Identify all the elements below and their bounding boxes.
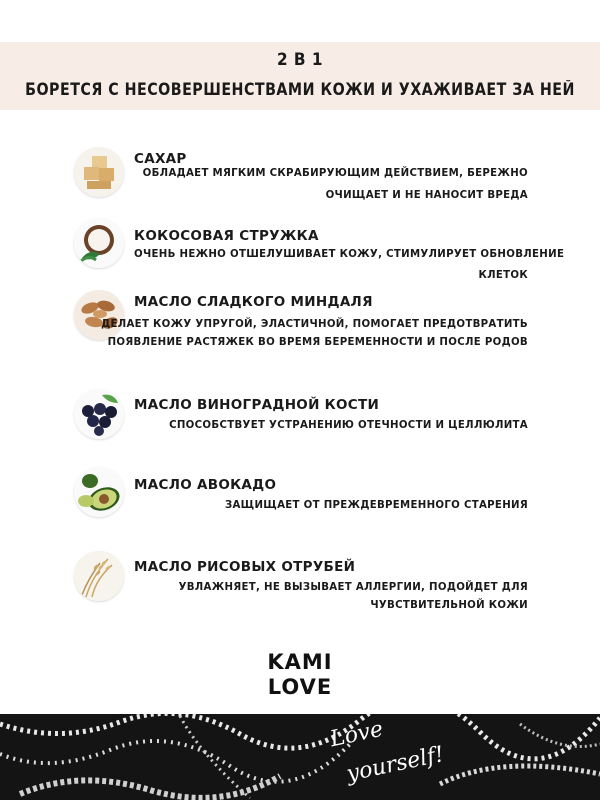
ingredient-desc-line2: ОЧИЩАЕТ И НЕ НАНОСИТ ВРЕДА — [325, 190, 528, 201]
ingredient-title: МАСЛО ВИНОГРАДНОЙ КОСТИ — [134, 397, 380, 413]
ingredient-title: МАСЛО СЛАДКОГО МИНДАЛЯ — [134, 294, 373, 310]
ingredient-desc-line2: ПОЯВЛЕНИЕ РАСТЯЖЕК ВО ВРЕМЯ БЕРЕМЕННОСТИ И ПОСЛЕ РОДОВ — [107, 337, 528, 348]
grapes-icon — [74, 389, 124, 439]
ingredient-sugar — [0, 143, 600, 223]
avocado-icon — [74, 467, 124, 517]
slogan-yourself: yourself! — [344, 742, 447, 787]
coconut-icon — [74, 218, 124, 268]
headline-2in1: 2 В 1 — [276, 50, 324, 70]
ingredient-desc-line2: ЧУВСТВИТЕЛЬНОЙ КОЖИ — [370, 600, 528, 611]
brand-logo-line2: LOVE — [267, 675, 333, 699]
ingredient-desc-line1: СПОСОБСТВУЕТ УСТРАНЕНИЮ ОТЕЧНОСТИ И ЦЕЛЛЮЛИТА — [169, 420, 528, 431]
ingredient-desc-line1: ДЕЛАЕТ КОЖУ УПРУГОЙ, ЭЛАСТИЧНОЙ, ПОМОГАЕТ ПРЕДОТВРАТИТЬ — [101, 319, 528, 330]
ingredient-coconut — [0, 218, 600, 298]
ingredient-title: МАСЛО РИСОВЫХ ОТРУБЕЙ — [134, 559, 356, 575]
ingredient-rice-bran — [0, 551, 600, 631]
ingredient-almond — [0, 290, 600, 370]
ingredient-desc-line1: ОБЛАДАЕТ МЯГКИМ СКРАБИРУЮЩИМ ДЕЙСТВИЕМ, БЕРЕЖНО — [142, 168, 528, 179]
footer-texture — [0, 714, 600, 800]
sugar-cubes-icon — [74, 147, 124, 197]
ingredient-avocado — [0, 467, 600, 547]
ingredient-title: САХАР — [134, 151, 187, 167]
brand-logo-line1: KAMI — [267, 650, 333, 674]
slogan-love: Love — [327, 716, 386, 753]
ingredient-title: КОКОСОВАЯ СТРУЖКА — [134, 228, 319, 244]
ingredient-desc-line1: ЗАЩИЩАЕТ ОТ ПРЕЖДЕВРЕМЕННОГО СТАРЕНИЯ — [224, 500, 528, 511]
ingredient-desc-line1: УВЛАЖНЯЕТ, НЕ ВЫЗЫВАЕТ АЛЛЕРГИИ, ПОДОЙДЕТ ДЛЯ — [178, 582, 528, 593]
ingredient-grape — [0, 389, 600, 469]
ingredient-title: МАСЛО АВОКАДО — [134, 477, 277, 493]
ingredient-desc-line1: ОЧЕНЬ НЕЖНО ОТШЕЛУШИВАЕТ КОЖУ, СТИМУЛИРУЕТ ОБНОВЛЕНИЕ — [134, 249, 565, 260]
rice-stalks-icon — [74, 551, 124, 601]
headline-benefit: БОРЕТСЯ С НЕСОВЕРШЕНСТВАМИ КОЖИ И УХАЖИВАЕТ ЗА НЕЙ — [25, 80, 575, 99]
ingredient-desc-line2: КЛЕТОК — [478, 270, 528, 281]
